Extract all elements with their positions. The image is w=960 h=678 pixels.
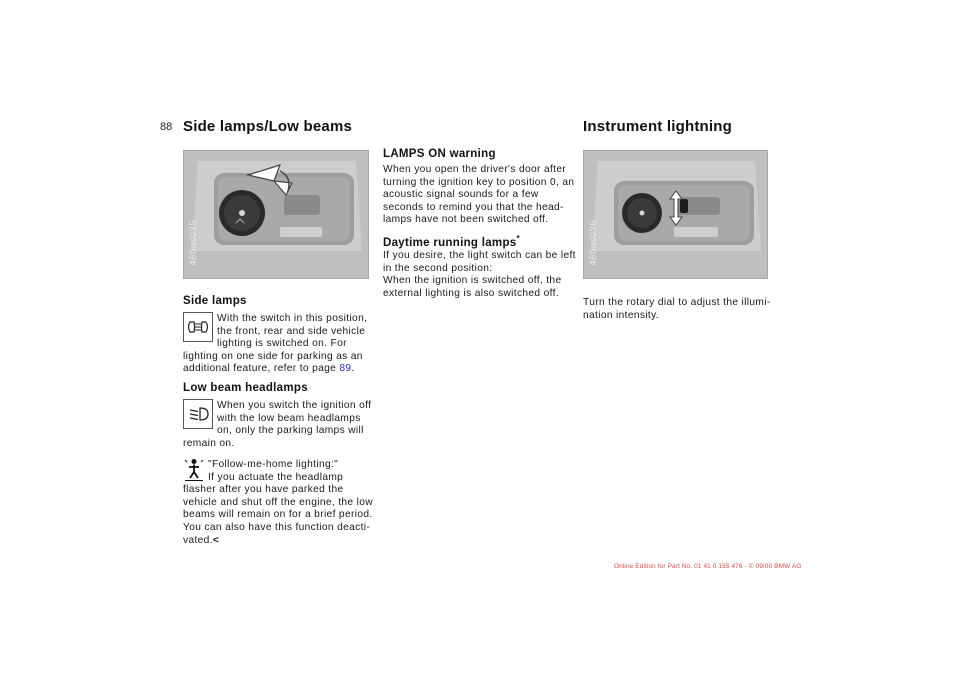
text-line: with the low beam headlamps <box>217 412 361 424</box>
light-switch-illustration <box>184 151 369 279</box>
note-symbol <box>184 458 204 482</box>
instrument-lighting-text <box>583 297 771 322</box>
low-beam-text-full <box>183 438 235 451</box>
text-line: flasher after you have parked the <box>183 484 344 496</box>
text-line: the front, rear and side vehicle <box>217 325 366 337</box>
edition-footer: Online Edition for Part No. 01 41 0 155 476 - © 09/00 BMW AG <box>614 563 802 570</box>
text-line: lighting is switched on. For <box>217 338 347 350</box>
page-link-89[interactable]: 89 <box>339 363 352 375</box>
text-line: When you open the driver's door after <box>383 164 567 175</box>
text-line: additional feature, refer to page 89. <box>183 363 355 375</box>
dimmer-photo <box>583 150 768 279</box>
text-line: When you switch the ignition off <box>217 400 372 411</box>
light-switch-photo <box>183 150 369 279</box>
text-line: Turn the rotary dial to adjust the illumi- <box>583 297 771 308</box>
photo-code: 460us036 <box>588 220 599 266</box>
text-line: vehicle and shut off the engine, the low <box>183 496 373 508</box>
person-note-icon <box>184 458 204 482</box>
lamps-on-text <box>383 164 574 227</box>
side-lamps-text-indented <box>217 313 367 351</box>
heading-low-beam: Low beam headlamps <box>183 382 308 394</box>
text-line: nation intensity. <box>583 309 659 321</box>
text-line: If you actuate the headlamp <box>208 471 344 483</box>
text-line: lamps have not been switched off. <box>383 214 549 226</box>
page-number: 88 <box>160 121 173 133</box>
side-lamps-symbol <box>183 312 213 342</box>
text-line: remain on. <box>183 437 235 449</box>
low-beam-icon <box>184 400 212 428</box>
low-beam-symbol <box>183 399 213 429</box>
text-line: vated.< <box>183 534 220 546</box>
section-title-side-lamps: Side lamps/Low beams <box>183 118 353 135</box>
low-beam-text-indented <box>217 400 371 438</box>
text-line: turning the ignition key to position 0, an <box>383 176 575 188</box>
heading-side-lamps: Side lamps <box>183 295 247 307</box>
text-line: lighting on one side for parking as an <box>183 350 363 362</box>
text-line: seconds to remind you that the head- <box>383 201 564 213</box>
heading-lamps-on-warning: LAMPS ON warning <box>383 148 496 160</box>
daytime-text <box>383 250 576 300</box>
text-line: If you desire, the light switch can be left <box>383 250 576 261</box>
side-lamp-icon <box>184 313 212 341</box>
follow-me-text-full <box>183 484 373 547</box>
text-line: beams will remain on for a brief period. <box>183 509 373 521</box>
text-line: in the second position: <box>383 262 493 274</box>
text-line: on, only the parking lamps will <box>217 425 364 437</box>
photo-code: 460us035 <box>188 220 199 266</box>
optional-asterisk: * <box>516 234 520 243</box>
text-line: external lighting is also switched off. <box>383 287 559 299</box>
text-line: With the switch in this position, <box>217 313 368 324</box>
text-line: You can also have this function deacti- <box>183 521 371 533</box>
side-lamps-text-full <box>183 351 363 376</box>
follow-me-text-indented <box>208 459 343 484</box>
text-line: When the ignition is switched off, the <box>383 275 562 287</box>
end-mark: < <box>212 534 220 546</box>
text-line: acoustic signal sounds for a few <box>383 189 539 201</box>
text-line: "Follow-me-home lighting:" <box>208 459 339 470</box>
section-title-instrument-lighting: Instrument lightning <box>583 118 732 135</box>
dimmer-dial-illustration <box>584 151 768 279</box>
heading-daytime-running-lamps: Daytime running lamps* <box>383 234 520 249</box>
